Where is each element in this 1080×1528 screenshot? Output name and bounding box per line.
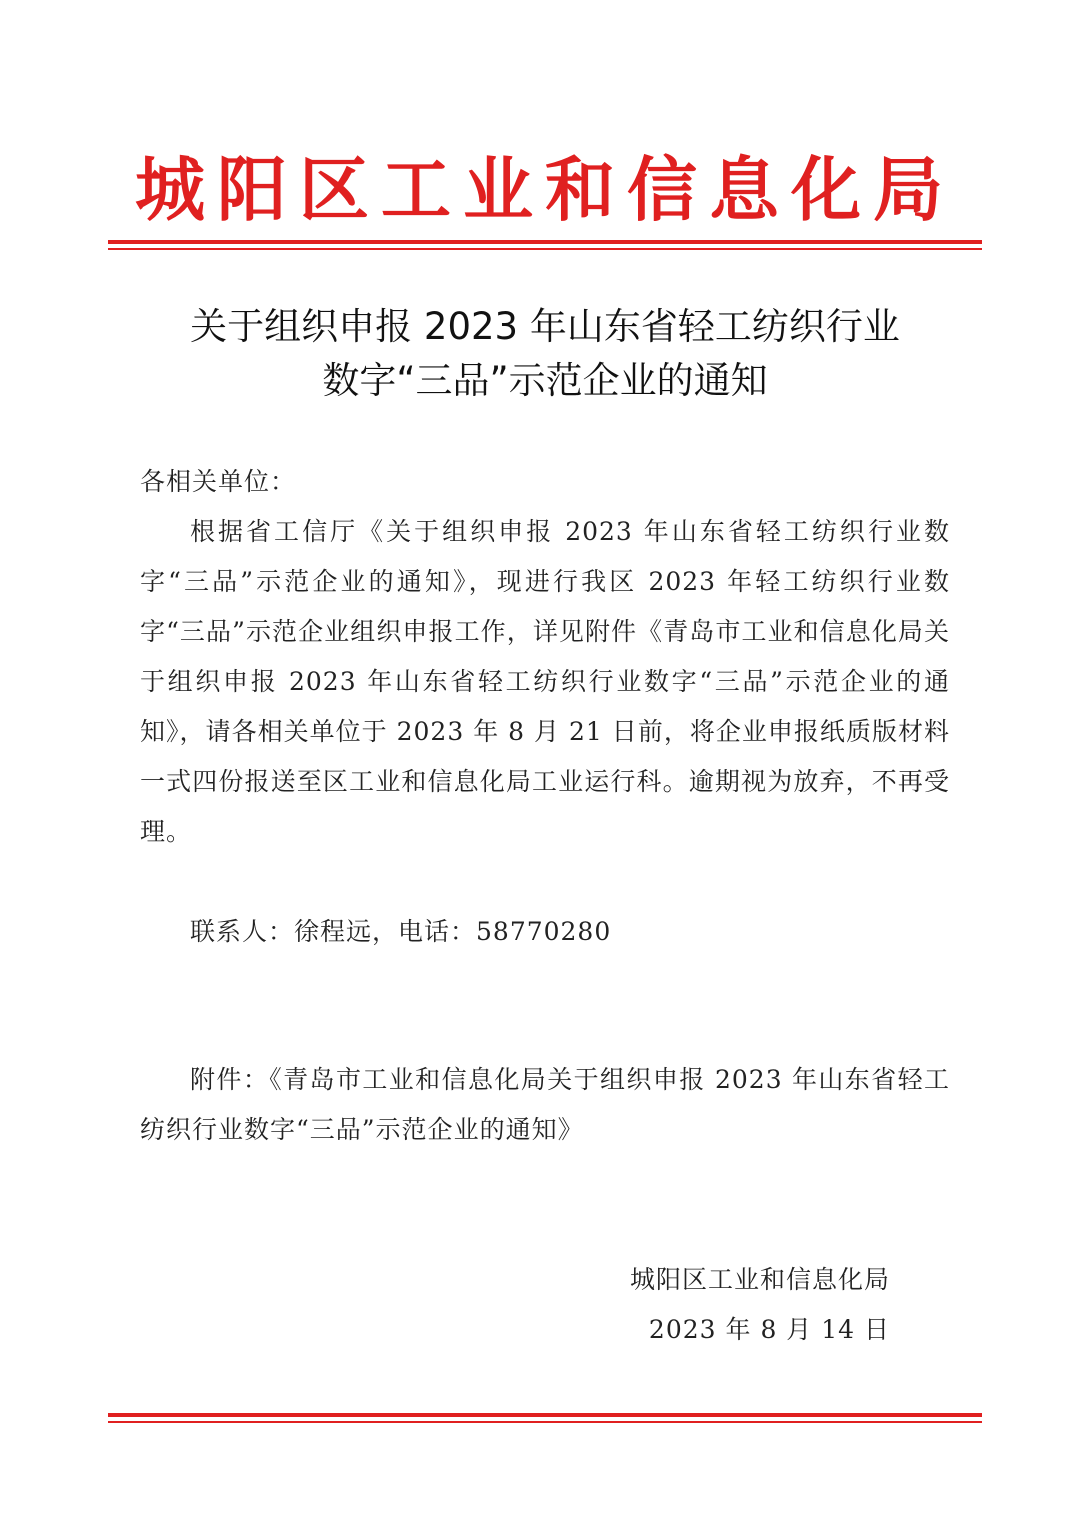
contact-line: 联系人：徐程远，电话：58770280 <box>190 917 612 946</box>
signature-block <box>630 1255 890 1355</box>
masthead-title: 城阳区工业和信息化局 <box>135 149 955 231</box>
signature-date: 2023 年 8 月 14 日 <box>648 1315 890 1344</box>
attachment-note: 附件：《青岛市工业和信息化局关于组织申报 2023 年山东省轻工纺织行业数字“三品”示范企业的通知》 <box>140 1065 950 1144</box>
salutation: 各相关单位： <box>140 467 297 496</box>
document-title-line2: 数字“三品”示范企业的通知 <box>322 359 768 402</box>
signature-org: 城阳区工业和信息化局 <box>629 1265 890 1294</box>
header-rule-thin <box>108 248 982 250</box>
document-title <box>108 300 982 408</box>
main-paragraph: 根据省工信厅《关于组织申报 2023 年山东省轻工纺织行业数字“三品”示范企业的通知》，现进行我区 2023 年轻工纺织行业数字“三品”示范企业组织申报工作，详见附件《青岛市工业和信息化局关于组织申报 2023 年山东省轻工纺织行业数字“三品”示范企业的通知》，请各相关单位于 2023 年 8 月 21 日前，将企业申报纸质版材料一式四份报送至区工业和信息化局工业运行科。逾期视为放弃，不再受理。 <box>140 517 950 846</box>
footer-rule-thick <box>108 1413 982 1417</box>
header-rule-thick <box>108 240 982 244</box>
footer-rule-thin <box>108 1421 982 1423</box>
document-title-line1: 关于组织申报 2023 年山东省轻工纺织行业 <box>190 305 900 348</box>
